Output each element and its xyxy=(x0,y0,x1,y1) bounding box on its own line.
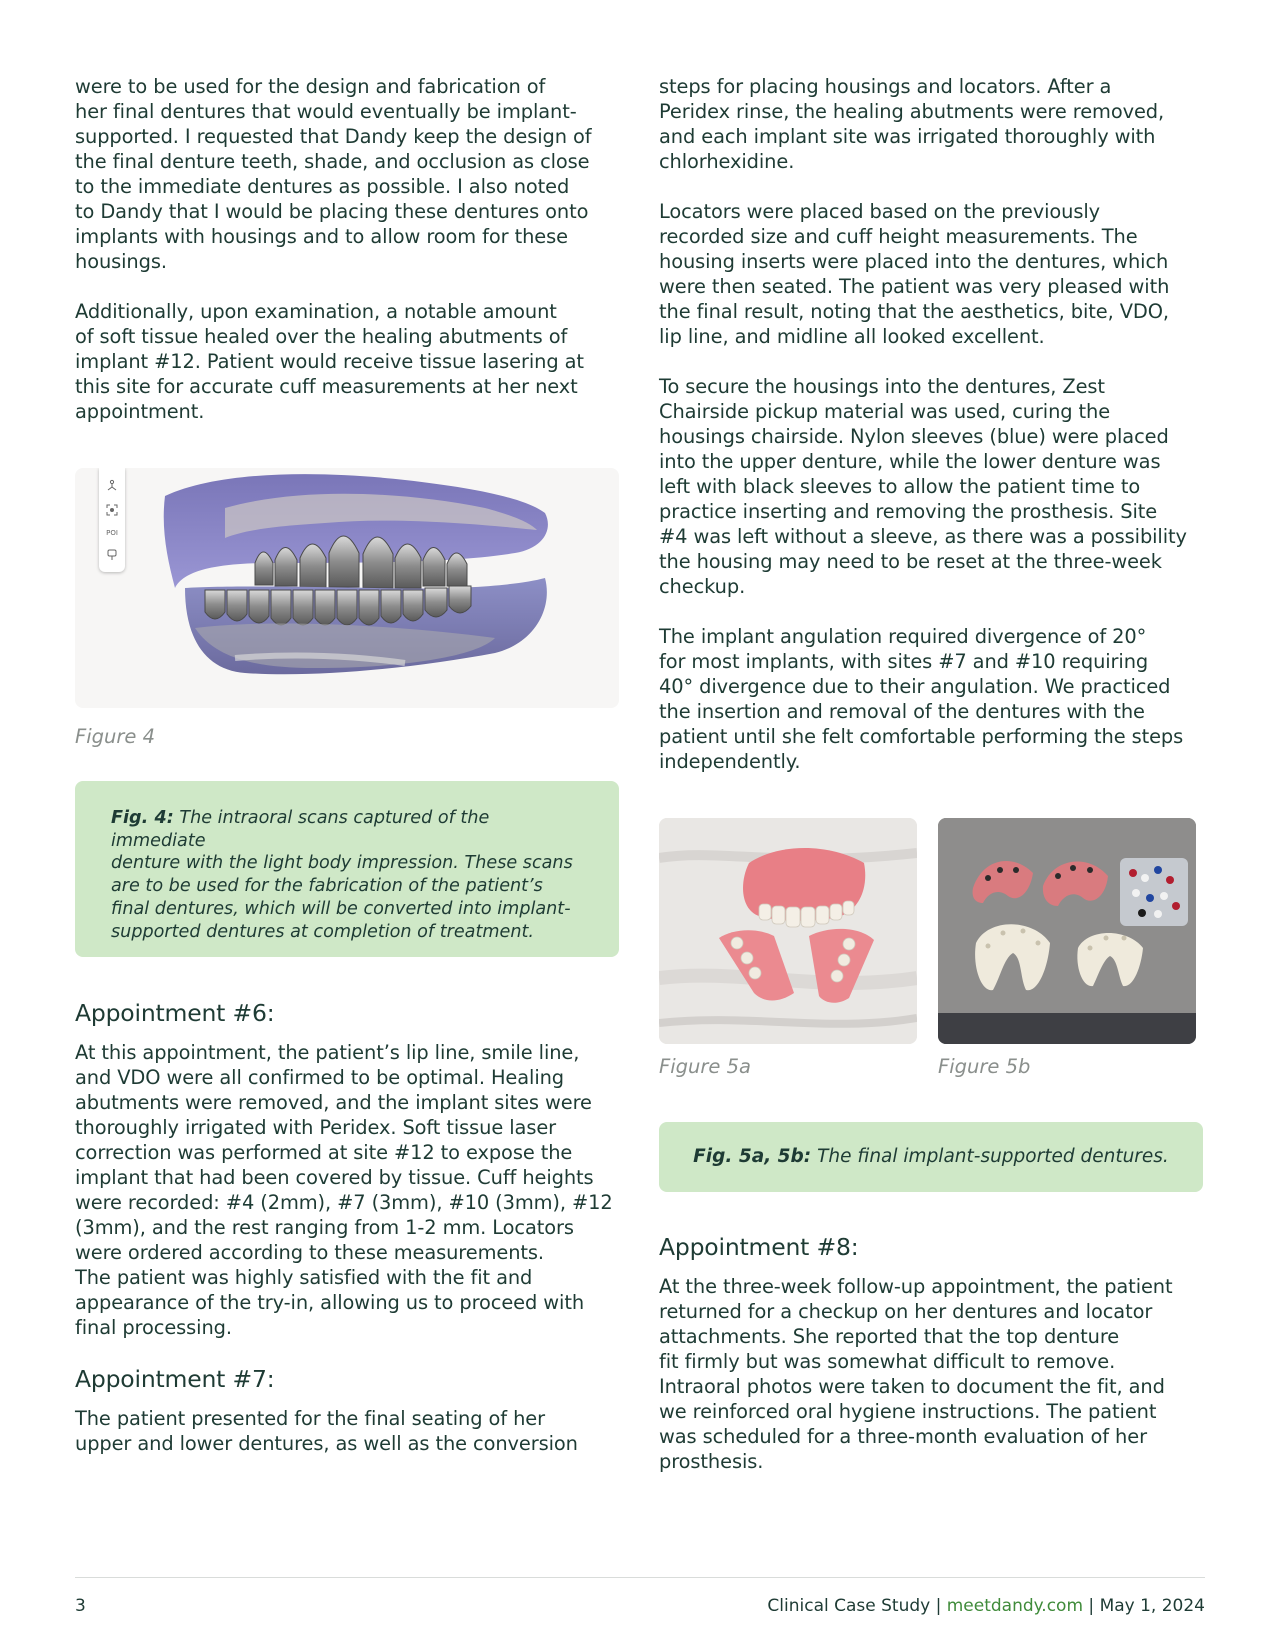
text-line: housings chairside. Nylon sleeves (blue) were placed xyxy=(659,425,1169,448)
footer-separator-2: | xyxy=(1088,1596,1095,1616)
text-line: thoroughly irrigated with Peridex. Soft tissue laser xyxy=(75,1116,557,1139)
text-line: Additionally, upon examination, a notable amount xyxy=(75,300,557,323)
text-line: #4 was left without a sleeve, as there was a possibility xyxy=(659,525,1187,548)
text-line: and VDO were all confirmed to be optimal. Healing xyxy=(75,1066,565,1089)
poi-button[interactable]: POI xyxy=(106,528,118,537)
housing-steps-paragraph xyxy=(659,74,1205,174)
right-column xyxy=(659,74,1205,774)
text-line: this site for accurate cuff measurements at her next xyxy=(75,375,578,398)
text-line: To secure the housings into the dentures, Zest xyxy=(659,375,1105,398)
text-line: At this appointment, the patient’s lip line, smile line, xyxy=(75,1041,580,1064)
text-line: of soft tissue healed over the healing abutments of xyxy=(75,325,568,348)
text-line: Peridex rinse, the healing abutments were removed, xyxy=(659,100,1165,123)
text-line: lip line, and midline all looked excellent. xyxy=(659,325,1045,348)
text-line: Locators were placed based on the previously xyxy=(659,200,1101,223)
figure-5-caption-text: The final implant-supported dentures. xyxy=(811,1145,1169,1167)
figure-5-caption-label: Fig. 5a, 5b: xyxy=(693,1145,812,1167)
appointment-8-section xyxy=(659,1232,1205,1474)
text-line: were to be used for the design and fabrication of xyxy=(75,75,546,98)
locators-paragraph xyxy=(659,199,1205,349)
text-line: 40° divergence due to their angulation. We practiced xyxy=(659,675,1171,698)
text-line: attachments. She reported that the top denture xyxy=(659,1325,1120,1348)
figure-4-caption-label: Fig. 4: xyxy=(111,808,174,828)
dental-scan-graphic xyxy=(75,468,619,708)
dentures-on-towel-graphic xyxy=(659,818,917,1044)
appointment-7-heading: Appointment #7: xyxy=(75,1365,275,1393)
text-line: final processing. xyxy=(75,1316,232,1339)
text-line: were recorded: #4 (2mm), #7 (3mm), #10 (3mm), #12 xyxy=(75,1191,613,1214)
text-line: the final denture teeth, shade, and occlusion as close xyxy=(75,150,590,173)
angulation-paragraph xyxy=(659,624,1205,774)
text-line: chlorhexidine. xyxy=(659,150,795,173)
text-line: patient until she felt comfortable performing the steps xyxy=(659,725,1184,748)
text-line: and each implant site was irrigated thoroughly with xyxy=(659,125,1156,148)
text-line: housing inserts were placed into the dentures, which xyxy=(659,250,1169,273)
footer-meta xyxy=(767,1596,1205,1616)
text-line: the housing may need to be reset at the three-week xyxy=(659,550,1162,573)
figure-4-scan-image xyxy=(75,468,619,708)
figure-5a-label: Figure 5a xyxy=(659,1055,751,1078)
figure-5b-photo xyxy=(938,818,1196,1044)
text-line: implants with housings and to allow room for these xyxy=(75,225,568,248)
text-line: were then seated. The patient was very pleased with xyxy=(659,275,1170,298)
text-line: to the immediate dentures as possible. I also noted xyxy=(75,175,570,198)
text-line: the insertion and removal of the dentures with the xyxy=(659,700,1145,723)
text-line: The implant angulation required divergence of 20° xyxy=(659,625,1147,648)
text-line: implant #12. Patient would receive tissue lasering at xyxy=(75,350,584,373)
figure-4-caption-box xyxy=(75,781,619,957)
appointment-6-text xyxy=(75,1040,615,1340)
text-line: supported. I requested that Dandy keep the design of xyxy=(75,125,592,148)
figure-5-caption xyxy=(693,1146,1169,1169)
appointment-7-text xyxy=(75,1406,615,1456)
text-line: correction was performed at site #12 to expose the xyxy=(75,1141,573,1164)
text-line: abutments were removed, and the implant sites were xyxy=(75,1091,592,1114)
text-line: to Dandy that I would be placing these dentures onto xyxy=(75,200,589,223)
text-line: appointment. xyxy=(75,400,205,423)
footer-website-link[interactable]: meetdandy.com xyxy=(946,1596,1084,1616)
text-line: recorded size and cuff height measurements. The xyxy=(659,225,1138,248)
text-line: steps for placing housings and locators. After a xyxy=(659,75,1112,98)
text-line: her final dentures that would eventually be implant- xyxy=(75,100,577,123)
text-line: (3mm), and the rest ranging from 1-2 mm. Locators xyxy=(75,1216,574,1239)
text-line: Intraoral photos were taken to document the fit, and xyxy=(659,1375,1165,1398)
footer-doc-type: Clinical Case Study xyxy=(767,1596,931,1616)
figure-4-caption-text: The intraoral scans captured of the immediate denture with the light body impression. These scans are to be used for the fabrication of the patient’s final dentures, which will be converted into implant- supported dentures at completion of treatment. xyxy=(111,808,573,942)
footer-divider xyxy=(75,1577,1205,1578)
text-line: practice inserting and removing the prosthesis. Site xyxy=(659,500,1158,523)
dentures-on-counter-graphic xyxy=(938,818,1196,1044)
figure-4-label: Figure 4 xyxy=(75,725,155,748)
pickup-material-paragraph xyxy=(659,374,1205,599)
text-line: left with black sleeves to allow the patient time to xyxy=(659,475,1141,498)
figure-5a-photo xyxy=(659,818,917,1044)
text-line: appearance of the try-in, allowing us to proceed with xyxy=(75,1291,585,1314)
text-line: housings. xyxy=(75,250,167,273)
text-line: was scheduled for a three-month evaluation of her xyxy=(659,1425,1147,1448)
text-line: At the three-week follow-up appointment, the patient xyxy=(659,1275,1173,1298)
figure-4-caption xyxy=(111,807,589,943)
text-line: upper and lower dentures, as well as the conversion xyxy=(75,1432,578,1455)
text-line: The patient was highly satisfied with the fit and xyxy=(75,1266,533,1289)
text-line: we reinforced oral hygiene instructions. The patient xyxy=(659,1400,1157,1423)
intro-paragraph xyxy=(75,74,615,274)
page-number: 3 xyxy=(75,1596,86,1616)
text-line: checkup. xyxy=(659,575,746,598)
footer-separator-1: | xyxy=(935,1596,942,1616)
figure-5b-label: Figure 5b xyxy=(938,1055,1031,1078)
text-line: fit firmly but was somewhat difficult to remove. xyxy=(659,1350,1116,1373)
text-line: prosthesis. xyxy=(659,1450,764,1473)
text-line: Chairside pickup material was used, curing the xyxy=(659,400,1111,423)
left-column xyxy=(75,74,615,1456)
appointment-8-text xyxy=(659,1274,1205,1474)
text-line: implant that had been covered by tissue. Cuff heights xyxy=(75,1166,594,1189)
text-line: independently. xyxy=(659,750,801,773)
text-line: were ordered according to these measurements. xyxy=(75,1241,544,1264)
figure-5-caption-box xyxy=(659,1122,1203,1192)
appointment-6-heading: Appointment #6: xyxy=(75,999,275,1027)
appointment-8-heading: Appointment #8: xyxy=(659,1233,859,1261)
soft-tissue-paragraph xyxy=(75,299,615,424)
footer-date: May 1, 2024 xyxy=(1099,1596,1205,1616)
text-line: into the upper denture, while the lower denture was xyxy=(659,450,1161,473)
text-line: for most implants, with sites #7 and #10 requiring xyxy=(659,650,1149,673)
text-line: The patient presented for the final seating of her xyxy=(75,1407,545,1430)
text-line: returned for a checkup on her dentures and locator xyxy=(659,1300,1153,1323)
text-line: the final result, noting that the aesthetics, bite, VDO, xyxy=(659,300,1169,323)
